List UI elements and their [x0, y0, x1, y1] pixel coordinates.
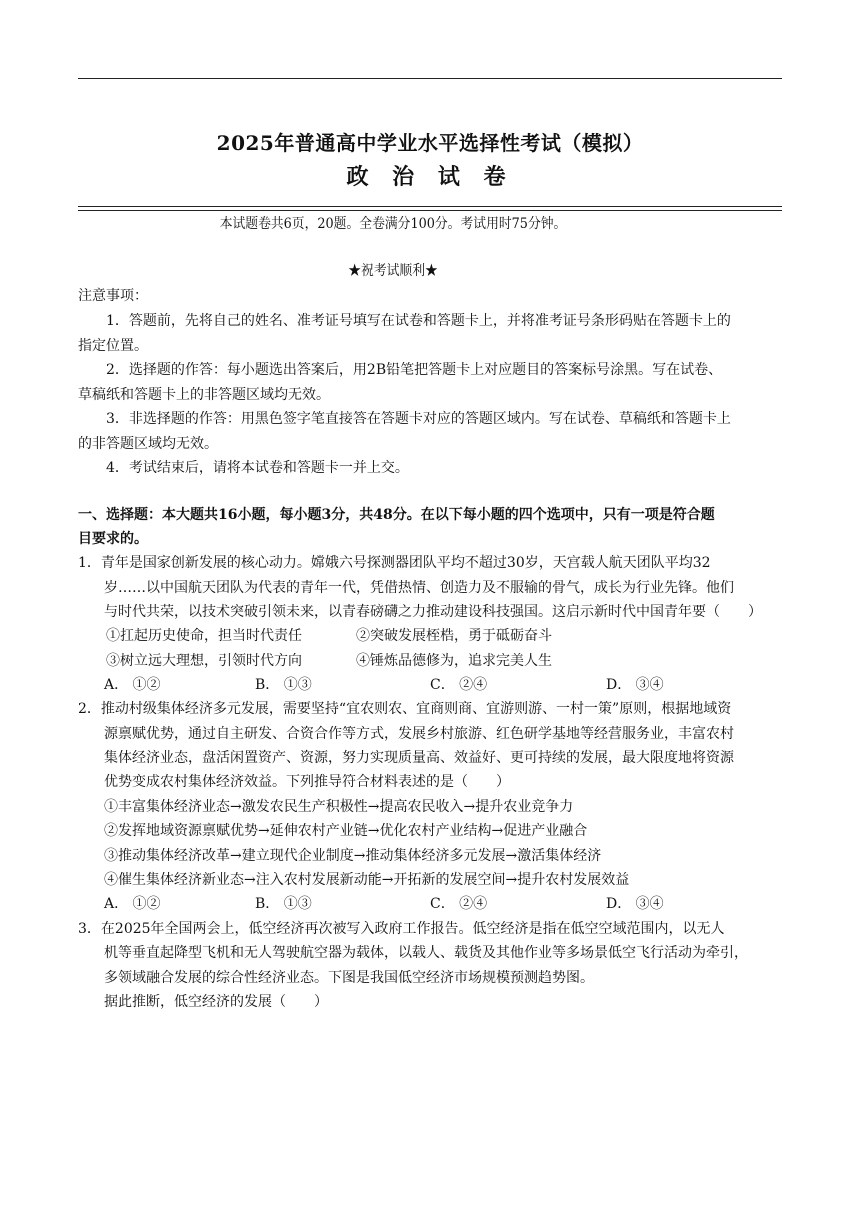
question-text: 机等垂直起降型飞机和无人驾驶航空器为载体，以载人、载货及其他作业等多场景低空飞行活动为牵引， [104, 945, 748, 961]
question-text: 2．推动村级集体经济多元发展，需要坚持“宜农则农、宜商则商、宜游则游、一村一策”原则，根据地域资 [78, 701, 732, 717]
option-a: A． ①② [104, 896, 161, 912]
statement: ③推动集体经济改革→建立现代企业制度→推动集体经济多元发展→激活集体经济 [104, 848, 602, 864]
exam-info: 本试题卷共6页，20题。全卷满分100分。考试用时75分钟。 [219, 216, 567, 232]
question-text: 岁……以中国航天团队为代表的青年一代，凭借热情、创造力及不服输的骨气，成长为行业先锋。他们 [104, 580, 734, 596]
notice-item: 2．选择题的作答：每小题选出答案后，用2B铅笔把答题卡上对应题目的答案标号涂黑。写在试卷、 [106, 362, 723, 378]
notice-item: 的非答题区域均无效。 [78, 436, 218, 452]
option-a: A． ①② [104, 677, 161, 693]
option-c: C． ②④ [430, 896, 488, 912]
top-rule [78, 78, 782, 79]
question-text: 与时代共荣，以技术突破引领未来，以青春磅礴之力推动建设科技强国。这启示新时代中国青年要（ ） [104, 604, 762, 620]
question-text: 源禀赋优势，通过自主研发、合资合作等方式，发展乡村旅游、红色研学基地等经营服务业，丰富农村 [104, 726, 734, 742]
statement: ④锤炼品德修为，追求完美人生 [356, 653, 552, 669]
notice-item: 3．非选择题的作答：用黑色签字笔直接答在答题卡对应的答题区域内。写在试卷、草稿纸和答题卡上 [106, 411, 731, 427]
statement: ④催生集体经济新业态→注入农村发展新动能→开拓新的发展空间→提升农村发展效益 [104, 872, 630, 888]
option-b: B． ①③ [255, 896, 312, 912]
question-text: 据此推断，低空经济的发展（ ） [104, 994, 328, 1010]
exam-wish: ★祝考试顺利★ [348, 263, 438, 279]
notice-item: 指定位置。 [78, 338, 148, 354]
question-text: 1．青年是国家创新发展的核心动力。嫦娥六号探测器团队平均不超过30岁，天宫载人航天团队平均32 [78, 555, 711, 571]
notice-item: 1．答题前，先将自己的姓名、准考证号填写在试卷和答题卡上，并将准考证号条形码贴在答题卡上的 [106, 313, 731, 329]
exam-subject: 政 治 试 卷 [346, 164, 514, 190]
title-double-rule [78, 206, 782, 211]
notice-label: 注意事项： [78, 288, 148, 304]
notice-item: 4．考试结束后，请将本试卷和答题卡一并上交。 [106, 460, 409, 476]
question-text: 多领域融合发展的综合性经济业态。下图是我国低空经济市场规模预测趋势图。 [104, 970, 594, 986]
question-text: 3．在2025年全国两会上，低空经济再次被写入政府工作报告。低空经济是指在低空空域范围内，以无人 [78, 921, 725, 937]
question-text: 集体经济业态，盘活闲置资产、资源，努力实现质量高、效益好、更可持续的发展，最大限度地将资源 [104, 750, 734, 766]
section-heading: 目要求的。 [78, 531, 148, 547]
statement: ③树立远大理想，引领时代方向 [106, 653, 302, 669]
statement: ②突破发展桎梏，勇于砥砺奋斗 [356, 628, 552, 644]
option-d: D． ③④ [606, 896, 664, 912]
exam-title: 2025年普通高中学业水平选择性考试（模拟） [216, 131, 644, 155]
section-heading: 一、选择题：本大题共16小题，每小题3分，共48分。在以下每小题的四个选项中，只有一项是符合题 [78, 507, 715, 523]
option-b: B． ①③ [255, 677, 312, 693]
notice-item: 草稿纸和答题卡上的非答题区域均无效。 [78, 387, 330, 403]
statement: ①丰富集体经济业态→激发农民生产积极性→提高农民收入→提升农业竞争力 [104, 799, 574, 815]
question-text: 优势变成农村集体经济效益。下列推导符合材料表述的是（ ） [104, 774, 510, 790]
option-d: D． ③④ [606, 677, 664, 693]
statement: ②发挥地域资源禀赋优势→延伸农村产业链→优化农村产业结构→促进产业融合 [104, 823, 588, 839]
statement: ①扛起历史使命，担当时代责任 [106, 628, 302, 644]
option-c: C． ②④ [430, 677, 488, 693]
